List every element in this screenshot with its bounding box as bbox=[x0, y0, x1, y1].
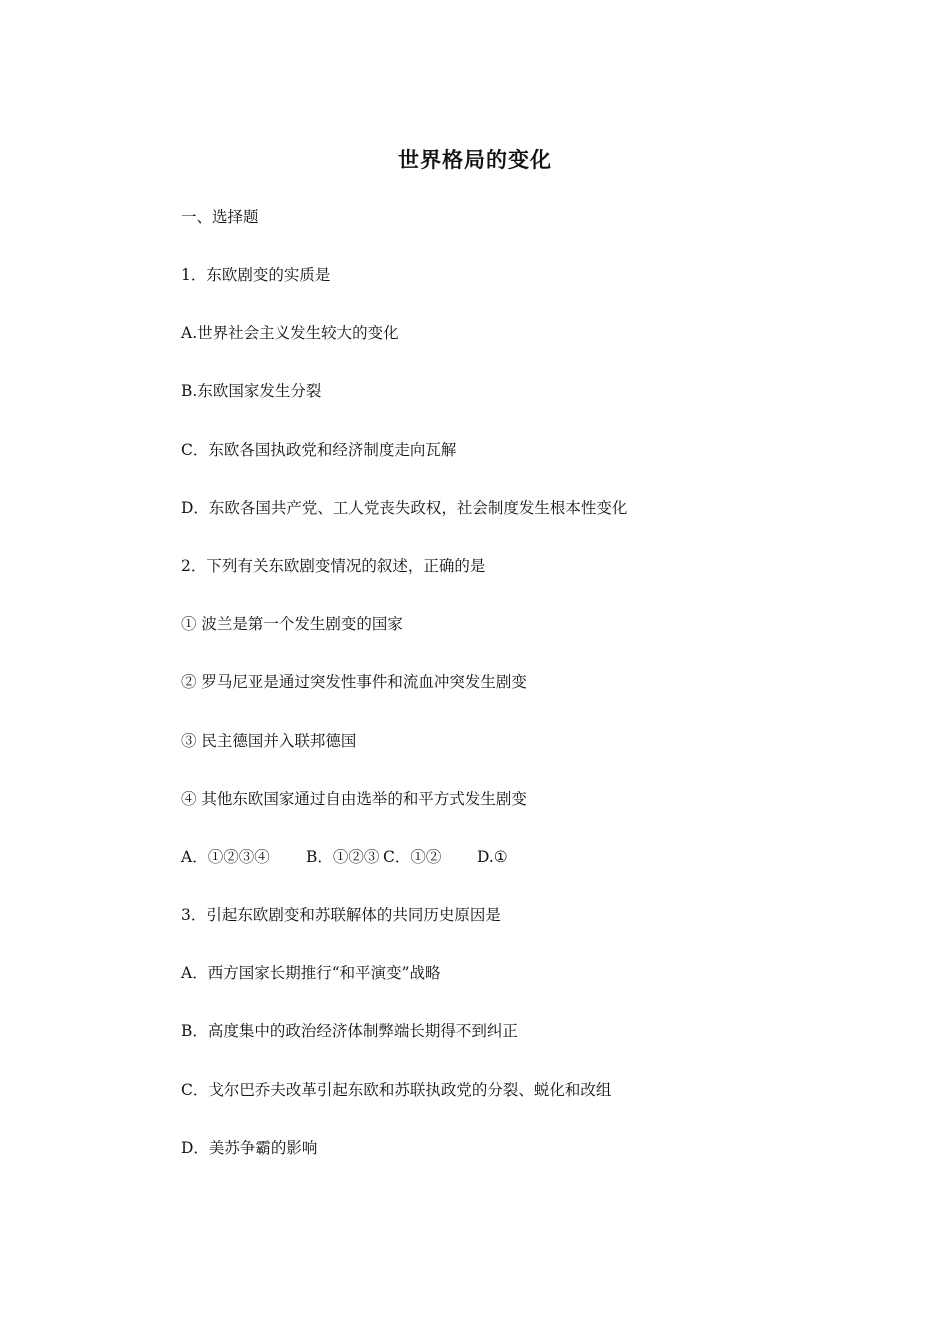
question-2-option-d: D.① bbox=[477, 848, 508, 866]
question-2-statement-4: ④ 其他东欧国家通过自由选举的和平方式发生剧变 bbox=[181, 790, 527, 808]
question-1-option-c: C．东欧各国执政党和经济制度走向瓦解 bbox=[181, 441, 457, 459]
question-3-option-c: C．戈尔巴乔夫改革引起东欧和苏联执政党的分裂、蜕化和改组 bbox=[181, 1081, 612, 1099]
question-2-option-c: C．①② bbox=[383, 848, 442, 866]
question-2-option-b: B．①②③ bbox=[306, 848, 380, 866]
question-2-option-a: A．①②③④ bbox=[181, 848, 270, 866]
question-3-option-a: A．西方国家长期推行“和平演变”战略 bbox=[181, 964, 441, 982]
question-2-stem: 2．下列有关东欧剧变情况的叙述，正确的是 bbox=[181, 557, 486, 575]
question-1-option-b: B.东欧国家发生分裂 bbox=[181, 382, 322, 400]
question-1-option-a: A.世界社会主义发生较大的变化 bbox=[181, 324, 399, 342]
question-1-option-d: D．东欧各国共产党、工人党丧失政权，社会制度发生根本性变化 bbox=[181, 499, 628, 517]
question-2-statement-3: ③ 民主德国并入联邦德国 bbox=[181, 732, 357, 750]
section-heading: 一、选择题 bbox=[181, 208, 259, 226]
question-3-stem: 3．引起东欧剧变和苏联解体的共同历史原因是 bbox=[181, 906, 501, 924]
question-3-option-d: D．美苏争霸的影响 bbox=[181, 1139, 318, 1157]
question-3-option-b: B．高度集中的政治经济体制弊端长期得不到纠正 bbox=[181, 1022, 518, 1040]
question-2-statement-1: ① 波兰是第一个发生剧变的国家 bbox=[181, 615, 403, 633]
page-title: 世界格局的变化 bbox=[398, 148, 552, 172]
question-2-statement-2: ② 罗马尼亚是通过突发性事件和流血冲突发生剧变 bbox=[181, 673, 527, 691]
question-1-stem: 1．东欧剧变的实质是 bbox=[181, 266, 331, 284]
